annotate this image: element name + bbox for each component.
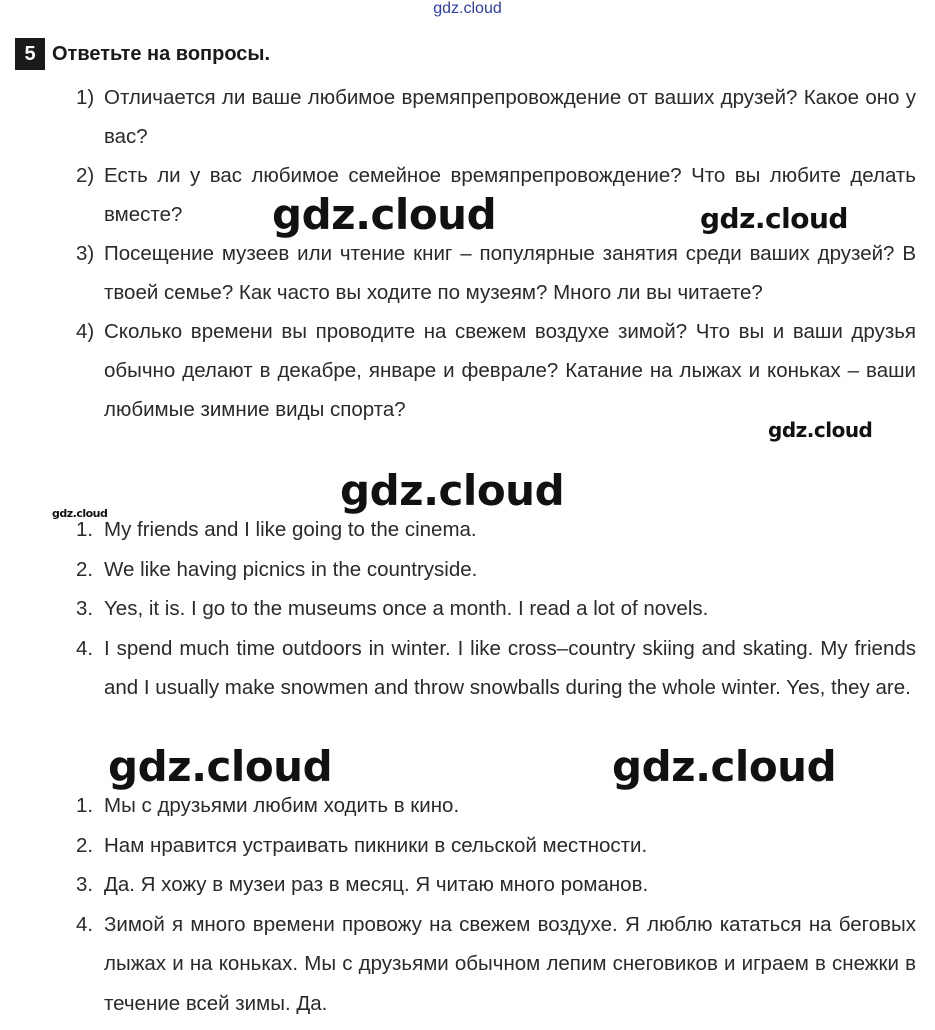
question-item	[76, 312, 916, 429]
answer-number: 4.	[76, 912, 94, 936]
answer-number: 2.	[76, 557, 94, 581]
answer-item	[76, 589, 916, 629]
answer-number: 3.	[76, 873, 94, 896]
answer-text: My friends and I like going to the cinema.	[104, 518, 477, 541]
answer-text: Да. Я хожу в музеи раз в месяц. Я читаю много романов.	[104, 873, 649, 896]
question-number: 1)	[76, 86, 95, 109]
question-number: 4)	[76, 320, 95, 343]
watermark: gdz.cloud	[108, 742, 333, 791]
answer-number: 3.	[76, 597, 94, 620]
watermark: gdz.cloud	[700, 202, 848, 235]
answer-item	[76, 905, 916, 1024]
answer-item	[76, 510, 916, 550]
question-text: Отличается ли ваше любимое времяпрепровождение от ваших друзей? Какое оно у вас?	[104, 86, 916, 148]
question-number: 3)	[76, 242, 95, 265]
questions-list	[76, 78, 916, 429]
answer-item	[76, 826, 916, 866]
top-watermark: gdz.cloud	[433, 0, 502, 17]
answer-text: Зимой я много времени провожу на свежем воздухе. Я люблю кататься на беговых лыжах и на коньках. Мы с друзьями обычном лепим снеговиков и играем в снежки в течение всей зимы. Да.	[104, 912, 916, 1015]
answer-text: Yes, it is. I go to the museums once a month. I read a lot of novels.	[104, 597, 709, 620]
answer-number: 2.	[76, 833, 94, 857]
watermark: gdz.cloud	[52, 507, 108, 520]
answer-item	[76, 865, 916, 905]
watermark: gdz.cloud	[272, 190, 497, 239]
answer-number: 1.	[76, 794, 94, 817]
watermark: gdz.cloud	[612, 742, 837, 791]
exercise-number-badge: 5	[15, 38, 45, 70]
exercise-title: Ответьте на вопросы.	[52, 43, 271, 65]
question-item	[76, 234, 916, 312]
question-number: 2)	[76, 164, 95, 187]
answer-number: 1.	[76, 518, 94, 541]
answer-number: 4.	[76, 636, 94, 660]
question-item	[76, 78, 916, 156]
answer-text: Мы с друзьями любим ходить в кино.	[104, 794, 460, 817]
answer-text: I spend much time outdoors in winter. I like cross–country skiing and skating. My friends and I usually make snowmen and throw snowballs during the whole winter. Yes, they are.	[104, 636, 916, 699]
answer-item	[76, 550, 916, 590]
answer-item	[76, 629, 916, 708]
answer-item	[76, 786, 916, 826]
answers-english-list	[76, 510, 916, 708]
watermark: gdz.cloud	[340, 466, 565, 515]
question-text: Есть ли у вас любимое семейное времяпрепровождение? Что вы любите делать вместе?	[104, 164, 916, 226]
question-text: Посещение музеев или чтение книг – популярные занятия среди ваших друзей? В твоей семье? Как часто вы ходите по музеям? Много ли вы читаете?	[104, 242, 916, 304]
question-text: Сколько времени вы проводите на свежем воздухе зимой? Что вы и ваши друзья обычно делают в декабре, январе и феврале? Катание на лыжах и коньках – ваши любимые зимние виды спорта?	[104, 320, 916, 421]
answer-text: We like having picnics in the countryside.	[104, 557, 478, 581]
answer-text: Нам нравится устраивать пикники в сельской местности.	[104, 833, 648, 857]
watermark: gdz.cloud	[768, 418, 873, 442]
answers-russian-list	[76, 786, 916, 1023]
